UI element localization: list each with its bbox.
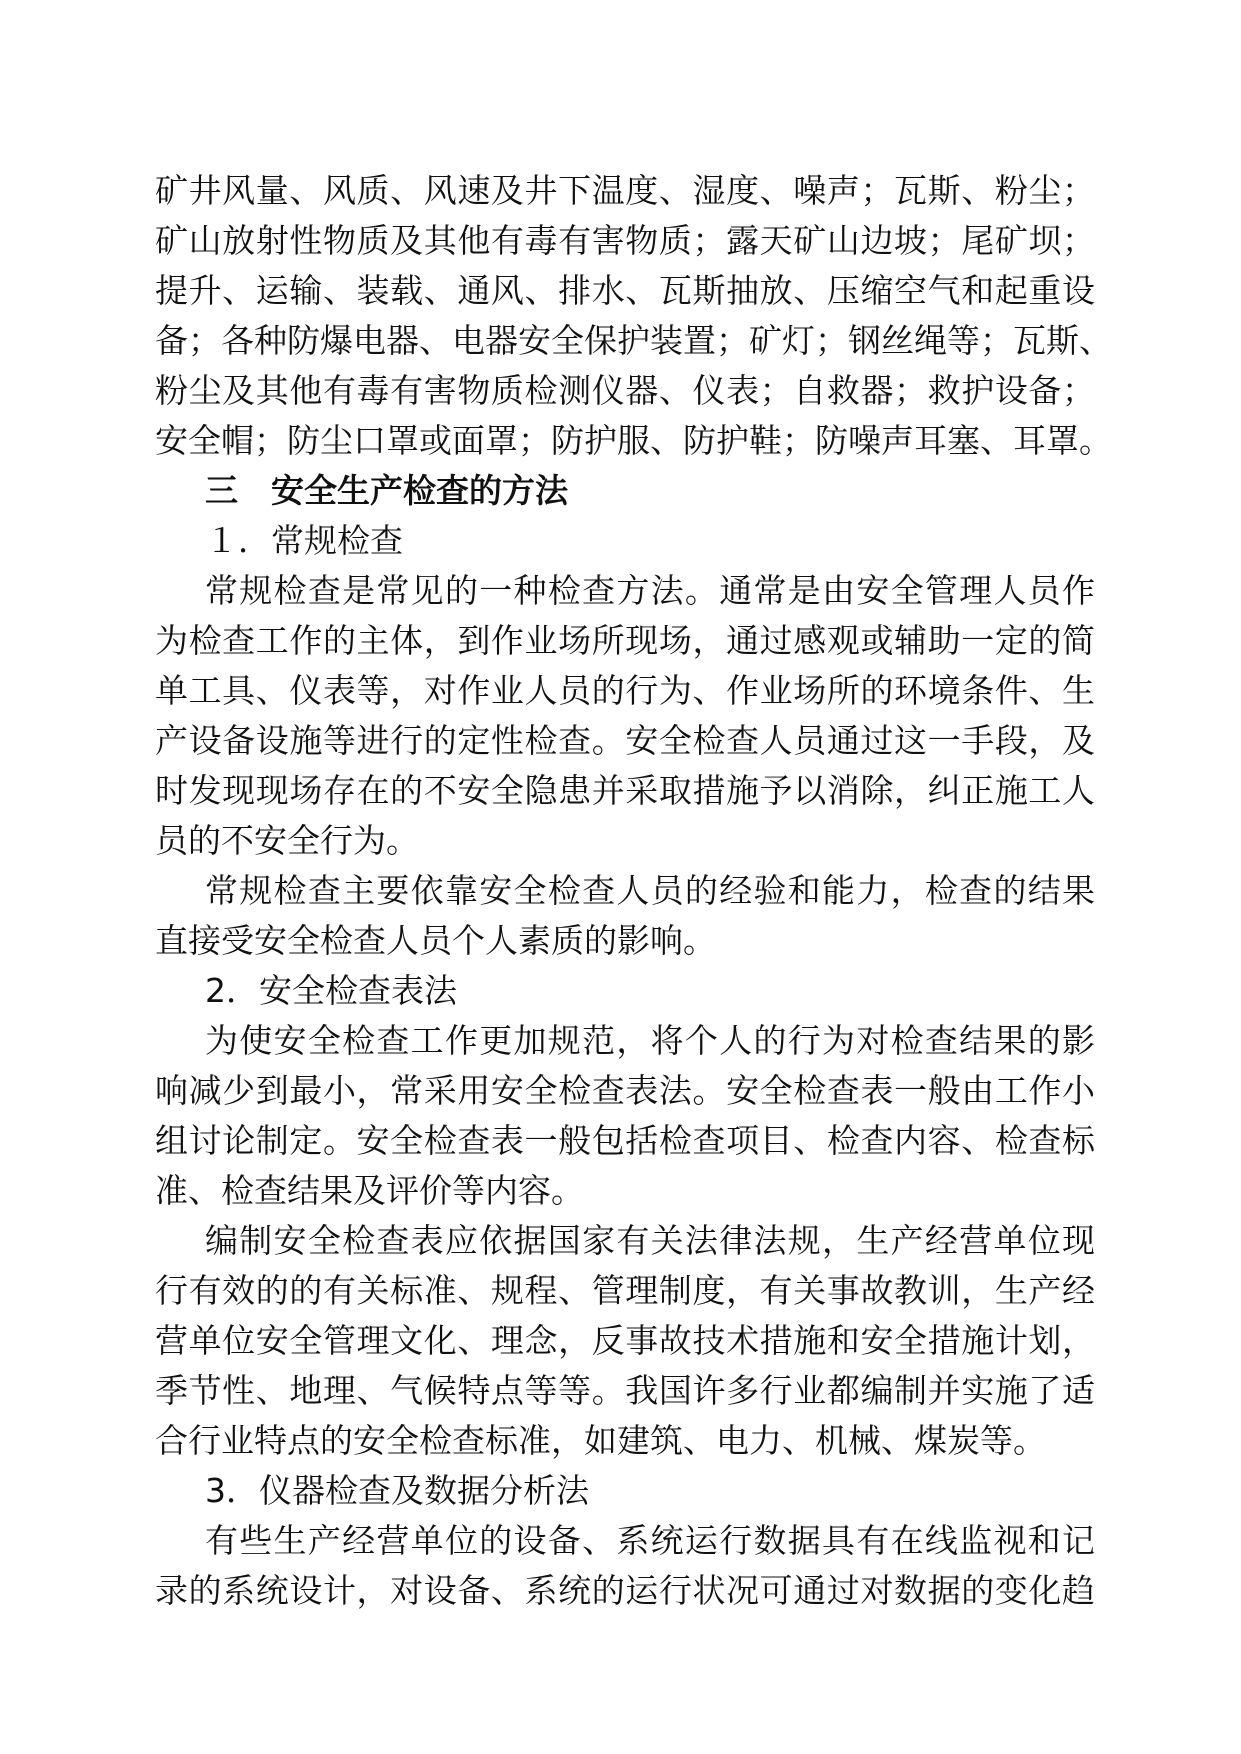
paragraph	[155, 1016, 1095, 1216]
text-line: 产设备设施等进行的定性检查。安全检查人员通过这一手段，及	[155, 721, 1095, 760]
text-line: 备；各种防爆电器、电器安全保护装置；矿灯；钢丝绳等；瓦斯、	[155, 321, 1112, 360]
subsection-heading	[155, 1466, 1095, 1516]
document-body	[155, 166, 1112, 1616]
text-line: 行有效的的有关标准、规程、管理制度，有关事故教训，生产经	[155, 1271, 1095, 1310]
text-line: 为使安全检查工作更加规范，将个人的行为对检查结果的影	[205, 1021, 1095, 1060]
text-line: 2．安全检查表法	[205, 971, 457, 1010]
text-line: １．常规检查	[205, 521, 403, 560]
text-line: 准、检查结果及评价等内容。	[155, 1171, 584, 1210]
paragraph	[155, 166, 1112, 466]
text-line: 粉尘及其他有毒有害物质检测仪器、仪表；自救器；救护设备；	[155, 371, 1095, 410]
text-line: 常规检查主要依靠安全检查人员的经验和能力，检查的结果	[205, 871, 1095, 910]
text-line: 响减少到最小，常采用安全检查表法。安全检查表一般由工作小	[155, 1071, 1095, 1110]
text-line: 录的系统设计，对设备、系统的运行状况可通过对数据的变化趋	[155, 1571, 1095, 1610]
text-line: 组讨论制定。安全检查表一般包括检查项目、检查内容、检查标	[155, 1121, 1095, 1160]
text-line: 提升、运输、装载、通风、排水、瓦斯抽放、压缩空气和起重设	[155, 271, 1095, 310]
subsection-heading	[155, 516, 1095, 566]
text-line: 直接受安全检查人员个人素质的影响。	[155, 921, 716, 960]
text-line: 编制安全检查表应依据国家有关法律法规，生产经营单位现	[205, 1221, 1095, 1260]
text-line: 有些生产经营单位的设备、系统运行数据具有在线监视和记	[205, 1521, 1095, 1560]
subsection-heading	[155, 966, 1095, 1016]
text-line: 员的不安全行为。	[155, 821, 419, 860]
section-heading	[155, 466, 1095, 516]
text-line: 单工具、仪表等，对作业人员的行为、作业场所的环境条件、生	[155, 671, 1095, 710]
text-line: 安全帽；防尘口罩或面罩；防护服、防护鞋；防噪声耳塞、耳罩。	[155, 421, 1112, 460]
text-line: 为检查工作的主体，到作业场所现场，通过感观或辅助一定的简	[155, 621, 1095, 660]
paragraph	[155, 1216, 1095, 1466]
text-line: 矿井风量、风质、风速及井下温度、湿度、噪声；瓦斯、粉尘；	[155, 171, 1095, 210]
text-line: 3．仪器检查及数据分析法	[205, 1471, 589, 1510]
text-line: 季节性、地理、气候特点等等。我国许多行业都编制并实施了适	[155, 1371, 1095, 1410]
text-line: 三 安全生产检查的方法	[205, 471, 568, 510]
text-line: 矿山放射性物质及其他有毒有害物质；露天矿山边坡；尾矿坝；	[155, 221, 1095, 260]
text-line: 时发现现场存在的不安全隐患并采取措施予以消除，纠正施工人	[155, 771, 1095, 810]
paragraph	[155, 866, 1095, 966]
text-line: 常规检查是常见的一种检查方法。通常是由安全管理人员作	[205, 571, 1095, 610]
paragraph	[155, 1516, 1095, 1616]
paragraph	[155, 566, 1095, 866]
text-line: 营单位安全管理文化、理念，反事故技术措施和安全措施计划，	[155, 1321, 1095, 1360]
text-line: 合行业特点的安全检查标准，如建筑、电力、机械、煤炭等。	[155, 1421, 1046, 1460]
